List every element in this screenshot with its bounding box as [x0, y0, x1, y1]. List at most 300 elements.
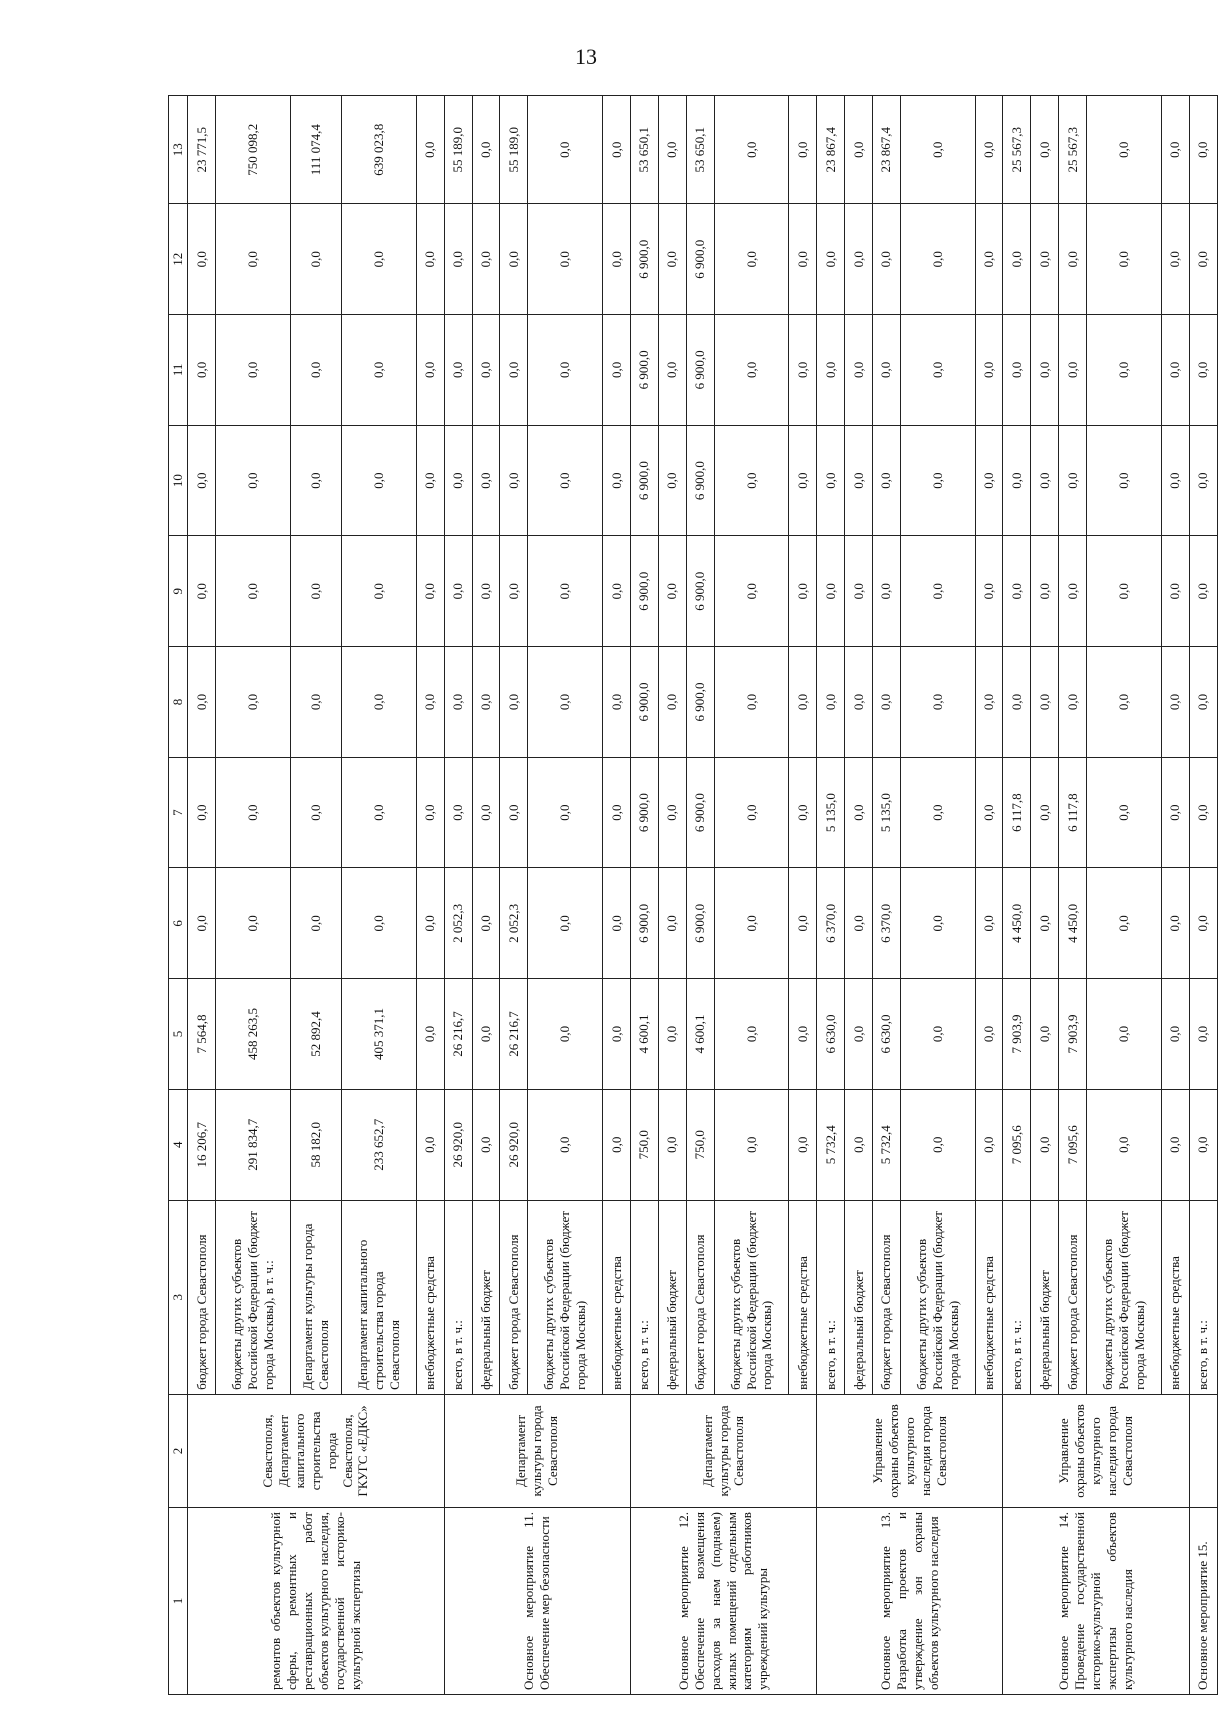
amount-cell: 5 732,4: [872, 1089, 900, 1200]
amount-cell: 0,0: [845, 425, 873, 536]
amount-cell: 0,0: [290, 647, 341, 758]
amount-cell: 0,0: [472, 647, 500, 758]
amount-cell: 0,0: [528, 647, 603, 758]
amount-cell: 2 052,3: [444, 868, 472, 979]
amount-cell: 0,0: [817, 647, 845, 758]
amount-cell: 0,0: [845, 868, 873, 979]
amount-cell: 0,0: [1087, 979, 1162, 1090]
amount-cell: 6 117,8: [1003, 757, 1031, 868]
amount-cell: 0,0: [789, 757, 817, 868]
table-row: [444, 96, 472, 1695]
amount-cell: 0,0: [215, 757, 290, 868]
amount-cell: 0,0: [416, 204, 444, 315]
amount-cell: 0,0: [472, 1089, 500, 1200]
amount-cell: 0,0: [872, 315, 900, 426]
amount-cell: 0,0: [789, 96, 817, 204]
amount-cell: 0,0: [603, 868, 631, 979]
activity-title-cell: Основное мероприятие 13. Разработка проектов и утверждение зон охраны объектов культурного наследия: [817, 1508, 1003, 1695]
amount-cell: 0,0: [500, 536, 528, 647]
amount-cell: 0,0: [341, 757, 416, 868]
amount-cell: 26 216,7: [500, 979, 528, 1090]
amount-cell: 0,0: [714, 868, 789, 979]
amount-cell: 6 900,0: [630, 868, 658, 979]
amount-cell: 0,0: [1189, 757, 1217, 868]
amount-cell: 0,0: [714, 204, 789, 315]
amount-cell: 0,0: [188, 647, 216, 758]
amount-cell: 0,0: [658, 536, 686, 647]
amount-cell: 0,0: [1161, 868, 1189, 979]
amount-cell: 0,0: [1087, 536, 1162, 647]
amount-cell: 0,0: [528, 868, 603, 979]
amount-cell: 0,0: [1087, 757, 1162, 868]
amount-cell: 0,0: [472, 425, 500, 536]
amount-cell: 111 074,4: [290, 96, 341, 204]
amount-cell: 0,0: [472, 757, 500, 868]
funding-source-cell: федеральный бюджет: [658, 1200, 686, 1394]
executor-cell: Севастополя, Департамент капитального строительства города Севастополя, ГКУГС «ЕДКС»: [188, 1394, 445, 1507]
amount-cell: 0,0: [500, 757, 528, 868]
amount-cell: 53 650,1: [630, 96, 658, 204]
amount-cell: 7 095,6: [1003, 1089, 1031, 1200]
amount-cell: 0,0: [714, 1089, 789, 1200]
amount-cell: 26 920,0: [500, 1089, 528, 1200]
amount-cell: 0,0: [603, 979, 631, 1090]
amount-cell: 750,0: [686, 1089, 714, 1200]
amount-cell: 6 900,0: [686, 868, 714, 979]
amount-cell: 0,0: [817, 425, 845, 536]
amount-cell: 6 900,0: [630, 315, 658, 426]
amount-cell: 6 630,0: [872, 979, 900, 1090]
amount-cell: 750 098,2: [215, 96, 290, 204]
amount-cell: 0,0: [975, 868, 1003, 979]
amount-cell: 0,0: [1031, 757, 1059, 868]
amount-cell: 5 732,4: [817, 1089, 845, 1200]
amount-cell: 0,0: [900, 425, 975, 536]
amount-cell: 0,0: [603, 647, 631, 758]
amount-cell: 0,0: [603, 536, 631, 647]
amount-cell: 25 567,3: [1003, 96, 1031, 204]
amount-cell: 0,0: [1059, 425, 1087, 536]
amount-cell: 23 771,5: [188, 96, 216, 204]
amount-cell: 0,0: [658, 757, 686, 868]
amount-cell: 23 867,4: [817, 96, 845, 204]
table-body: [188, 96, 1218, 1695]
amount-cell: 291 834,7: [215, 1089, 290, 1200]
col-header: 13: [169, 96, 188, 204]
funding-source-cell: внебюджетные средства: [1161, 1200, 1189, 1394]
amount-cell: 0,0: [1031, 425, 1059, 536]
amount-cell: 0,0: [603, 204, 631, 315]
amount-cell: 0,0: [1087, 96, 1162, 204]
amount-cell: 0,0: [188, 425, 216, 536]
amount-cell: 0,0: [416, 315, 444, 426]
amount-cell: 0,0: [1087, 315, 1162, 426]
funding-source-cell: внебюджетные средства: [975, 1200, 1003, 1394]
amount-cell: 6 630,0: [817, 979, 845, 1090]
amount-cell: 6 900,0: [630, 425, 658, 536]
amount-cell: 0,0: [714, 315, 789, 426]
amount-cell: 0,0: [603, 425, 631, 536]
amount-cell: 0,0: [1189, 315, 1217, 426]
amount-cell: 0,0: [416, 96, 444, 204]
amount-cell: 6 900,0: [630, 536, 658, 647]
amount-cell: 0,0: [472, 536, 500, 647]
amount-cell: 5 135,0: [872, 757, 900, 868]
amount-cell: 6 900,0: [630, 757, 658, 868]
amount-cell: 0,0: [215, 425, 290, 536]
amount-cell: 0,0: [444, 425, 472, 536]
amount-cell: 6 900,0: [686, 757, 714, 868]
amount-cell: 0,0: [1059, 315, 1087, 426]
amount-cell: 0,0: [528, 536, 603, 647]
amount-cell: 0,0: [1189, 536, 1217, 647]
col-header: 8: [169, 647, 188, 758]
amount-cell: 0,0: [845, 96, 873, 204]
amount-cell: 0,0: [603, 757, 631, 868]
table-row: [188, 96, 216, 1695]
executor-cell: Управление охраны объектов культурного наследия города Севастополя: [817, 1394, 1003, 1507]
funding-source-cell: бюджеты других субъектов Российской Федерации (бюджет города Москвы): [714, 1200, 789, 1394]
amount-cell: 0,0: [1189, 868, 1217, 979]
amount-cell: 0,0: [1031, 536, 1059, 647]
amount-cell: 0,0: [1189, 425, 1217, 536]
funding-source-cell: всего, в т. ч.:: [444, 1200, 472, 1394]
amount-cell: 0,0: [188, 204, 216, 315]
amount-cell: 0,0: [528, 425, 603, 536]
amount-cell: 6 900,0: [686, 536, 714, 647]
amount-cell: 26 920,0: [444, 1089, 472, 1200]
amount-cell: 0,0: [845, 757, 873, 868]
amount-cell: 0,0: [900, 96, 975, 204]
amount-cell: 2 052,3: [500, 868, 528, 979]
amount-cell: 0,0: [341, 204, 416, 315]
amount-cell: 55 189,0: [444, 96, 472, 204]
amount-cell: 0,0: [789, 647, 817, 758]
activity-title-cell: Основное мероприятие 11. Обеспечение мер безопасности: [444, 1508, 630, 1695]
amount-cell: 0,0: [975, 315, 1003, 426]
amount-cell: 0,0: [817, 536, 845, 647]
amount-cell: 4 600,1: [630, 979, 658, 1090]
amount-cell: 0,0: [975, 647, 1003, 758]
funding-source-cell: федеральный бюджет: [472, 1200, 500, 1394]
amount-cell: 0,0: [789, 425, 817, 536]
amount-cell: 7 903,9: [1059, 979, 1087, 1090]
amount-cell: 405 371,1: [341, 979, 416, 1090]
amount-cell: 0,0: [1189, 1089, 1217, 1200]
amount-cell: 0,0: [1031, 979, 1059, 1090]
funding-source-cell: бюджет города Севастополя: [500, 1200, 528, 1394]
amount-cell: 0,0: [341, 536, 416, 647]
amount-cell: 0,0: [1003, 647, 1031, 758]
amount-cell: 0,0: [500, 315, 528, 426]
amount-cell: 0,0: [290, 204, 341, 315]
amount-cell: 0,0: [416, 536, 444, 647]
amount-cell: 0,0: [416, 1089, 444, 1200]
amount-cell: 0,0: [444, 536, 472, 647]
amount-cell: 0,0: [789, 536, 817, 647]
amount-cell: 0,0: [1031, 315, 1059, 426]
amount-cell: 0,0: [845, 1089, 873, 1200]
budget-table: [168, 95, 1218, 1695]
amount-cell: 0,0: [658, 1089, 686, 1200]
amount-cell: 0,0: [658, 647, 686, 758]
amount-cell: 0,0: [1161, 979, 1189, 1090]
amount-cell: 6 900,0: [686, 315, 714, 426]
funding-source-cell: всего, в т. ч.:: [1003, 1200, 1031, 1394]
funding-source-cell: внебюджетные средства: [789, 1200, 817, 1394]
amount-cell: 0,0: [528, 1089, 603, 1200]
amount-cell: 0,0: [1003, 536, 1031, 647]
amount-cell: 0,0: [416, 868, 444, 979]
amount-cell: 0,0: [341, 425, 416, 536]
amount-cell: 0,0: [603, 315, 631, 426]
amount-cell: 0,0: [215, 315, 290, 426]
amount-cell: 0,0: [500, 425, 528, 536]
executor-cell: [1189, 1394, 1217, 1507]
amount-cell: 0,0: [416, 979, 444, 1090]
activity-title-cell: Основное мероприятие 15.: [1189, 1508, 1217, 1695]
amount-cell: 0,0: [900, 979, 975, 1090]
amount-cell: 0,0: [1031, 647, 1059, 758]
amount-cell: 0,0: [975, 1089, 1003, 1200]
amount-cell: 0,0: [845, 204, 873, 315]
amount-cell: 0,0: [789, 315, 817, 426]
amount-cell: 0,0: [444, 204, 472, 315]
amount-cell: 0,0: [444, 757, 472, 868]
amount-cell: 0,0: [1087, 425, 1162, 536]
amount-cell: 0,0: [658, 425, 686, 536]
funding-source-cell: бюджеты других субъектов Российской Федерации (бюджет города Москвы): [900, 1200, 975, 1394]
amount-cell: 0,0: [444, 315, 472, 426]
amount-cell: 0,0: [603, 96, 631, 204]
amount-cell: 0,0: [500, 647, 528, 758]
amount-cell: 0,0: [872, 647, 900, 758]
amount-cell: 0,0: [1003, 315, 1031, 426]
executor-cell: Департамент культуры города Севастополя: [444, 1394, 630, 1507]
col-header: 1: [169, 1508, 188, 1695]
amount-cell: 0,0: [1161, 757, 1189, 868]
funding-source-cell: бюджет города Севастополя: [188, 1200, 216, 1394]
amount-cell: 0,0: [1031, 96, 1059, 204]
amount-cell: 0,0: [472, 204, 500, 315]
amount-cell: 0,0: [1087, 868, 1162, 979]
amount-cell: 0,0: [845, 647, 873, 758]
col-header: 7: [169, 757, 188, 868]
amount-cell: 0,0: [500, 204, 528, 315]
amount-cell: 0,0: [1087, 647, 1162, 758]
funding-source-cell: бюджет города Севастополя: [686, 1200, 714, 1394]
amount-cell: 0,0: [215, 647, 290, 758]
amount-cell: 0,0: [872, 425, 900, 536]
amount-cell: 0,0: [472, 315, 500, 426]
table-header: [169, 96, 188, 1695]
executor-cell: Департамент культуры города Севастополя: [630, 1394, 816, 1507]
amount-cell: 0,0: [215, 868, 290, 979]
amount-cell: 0,0: [1189, 96, 1217, 204]
amount-cell: 0,0: [975, 757, 1003, 868]
amount-cell: 6 900,0: [630, 204, 658, 315]
amount-cell: 0,0: [975, 536, 1003, 647]
amount-cell: 0,0: [1189, 204, 1217, 315]
amount-cell: 7 095,6: [1059, 1089, 1087, 1200]
column-numbers-row: [169, 96, 188, 1695]
funding-source-cell: Департамент культуры города Севастополя: [290, 1200, 341, 1394]
amount-cell: 0,0: [1189, 979, 1217, 1090]
executor-cell: Управление охраны объектов культурного наследия города Севастополя: [1003, 1394, 1189, 1507]
amount-cell: 0,0: [714, 979, 789, 1090]
amount-cell: 639 023,8: [341, 96, 416, 204]
amount-cell: 0,0: [658, 315, 686, 426]
activity-title-cell: ремонтов объектов культурной сферы, ремонтных и реставрационных работ объектов культурного наследия, государственной историко-культурной экспертизы: [188, 1508, 445, 1695]
amount-cell: 0,0: [444, 647, 472, 758]
amount-cell: 0,0: [1161, 96, 1189, 204]
amount-cell: 0,0: [1059, 204, 1087, 315]
amount-cell: 0,0: [290, 757, 341, 868]
amount-cell: 7 903,9: [1003, 979, 1031, 1090]
amount-cell: 0,0: [528, 315, 603, 426]
amount-cell: 0,0: [472, 868, 500, 979]
amount-cell: 0,0: [290, 868, 341, 979]
amount-cell: 0,0: [290, 425, 341, 536]
amount-cell: 0,0: [789, 204, 817, 315]
table-row: [817, 96, 845, 1695]
amount-cell: 0,0: [290, 315, 341, 426]
amount-cell: 0,0: [900, 868, 975, 979]
funding-source-cell: внебюджетные средства: [416, 1200, 444, 1394]
amount-cell: 0,0: [714, 425, 789, 536]
rotated-table-wrapper: [168, 95, 1218, 1695]
amount-cell: 0,0: [872, 536, 900, 647]
funding-source-cell: всего, в т. ч.:: [1189, 1200, 1217, 1394]
amount-cell: 4 450,0: [1059, 868, 1087, 979]
funding-source-cell: Департамент капитального строительства города Севастополя: [341, 1200, 416, 1394]
amount-cell: 0,0: [188, 757, 216, 868]
amount-cell: 0,0: [975, 425, 1003, 536]
amount-cell: 0,0: [1189, 647, 1217, 758]
amount-cell: 0,0: [658, 204, 686, 315]
amount-cell: 750,0: [630, 1089, 658, 1200]
amount-cell: 52 892,4: [290, 979, 341, 1090]
amount-cell: 0,0: [1059, 647, 1087, 758]
activity-title-cell: Основное мероприятие 12. Обеспечение возмещения расходов за наем (поднаем) жилых помещений отдельным категориям работников учреждений культуры: [630, 1508, 816, 1695]
amount-cell: 0,0: [789, 868, 817, 979]
amount-cell: 0,0: [817, 315, 845, 426]
amount-cell: 26 216,7: [444, 979, 472, 1090]
col-header: 11: [169, 315, 188, 426]
amount-cell: 0,0: [1031, 868, 1059, 979]
amount-cell: 55 189,0: [500, 96, 528, 204]
amount-cell: 0,0: [872, 204, 900, 315]
amount-cell: 0,0: [975, 204, 1003, 315]
amount-cell: 0,0: [188, 868, 216, 979]
amount-cell: 0,0: [714, 96, 789, 204]
amount-cell: 0,0: [1031, 1089, 1059, 1200]
amount-cell: 0,0: [714, 536, 789, 647]
amount-cell: 0,0: [1059, 536, 1087, 647]
amount-cell: 0,0: [1161, 647, 1189, 758]
amount-cell: 0,0: [658, 979, 686, 1090]
amount-cell: 23 867,4: [872, 96, 900, 204]
funding-source-cell: всего, в т. ч.:: [817, 1200, 845, 1394]
amount-cell: 0,0: [900, 536, 975, 647]
funding-source-cell: всего, в т. ч.:: [630, 1200, 658, 1394]
col-header: 5: [169, 979, 188, 1090]
col-header: 3: [169, 1200, 188, 1394]
funding-source-cell: бюджет города Севастополя: [872, 1200, 900, 1394]
amount-cell: 6 370,0: [872, 868, 900, 979]
amount-cell: 0,0: [817, 204, 845, 315]
amount-cell: 4 450,0: [1003, 868, 1031, 979]
table-row: [630, 96, 658, 1695]
amount-cell: 0,0: [472, 979, 500, 1090]
amount-cell: 0,0: [416, 757, 444, 868]
funding-source-cell: федеральный бюджет: [845, 1200, 873, 1394]
amount-cell: 7 564,8: [188, 979, 216, 1090]
amount-cell: 0,0: [1003, 204, 1031, 315]
amount-cell: 0,0: [528, 204, 603, 315]
amount-cell: 6 117,8: [1059, 757, 1087, 868]
amount-cell: 0,0: [188, 315, 216, 426]
amount-cell: 0,0: [845, 979, 873, 1090]
page-number: 13: [575, 44, 597, 69]
amount-cell: 0,0: [975, 96, 1003, 204]
funding-source-cell: бюджет города Севастополя: [1059, 1200, 1087, 1394]
amount-cell: 0,0: [1087, 204, 1162, 315]
col-header: 10: [169, 425, 188, 536]
amount-cell: 0,0: [215, 536, 290, 647]
amount-cell: 6 900,0: [686, 204, 714, 315]
amount-cell: 0,0: [845, 536, 873, 647]
amount-cell: 0,0: [1161, 315, 1189, 426]
amount-cell: 0,0: [416, 425, 444, 536]
amount-cell: 0,0: [1161, 204, 1189, 315]
amount-cell: 0,0: [341, 647, 416, 758]
amount-cell: 6 900,0: [686, 425, 714, 536]
amount-cell: 0,0: [528, 757, 603, 868]
funding-source-cell: бюджеты других субъектов Российской Федерации (бюджет города Москвы): [528, 1200, 603, 1394]
amount-cell: 0,0: [658, 868, 686, 979]
amount-cell: 53 650,1: [686, 96, 714, 204]
table-row: [1003, 96, 1031, 1695]
col-header: 9: [169, 536, 188, 647]
amount-cell: 0,0: [1087, 1089, 1162, 1200]
activity-title-cell: Основное мероприятие 14. Проведение государственной историко-культурной экспертизы объектов культурного наследия: [1003, 1508, 1189, 1695]
amount-cell: 0,0: [900, 647, 975, 758]
amount-cell: 0,0: [900, 204, 975, 315]
amount-cell: 5 135,0: [817, 757, 845, 868]
amount-cell: 0,0: [290, 536, 341, 647]
amount-cell: 6 900,0: [686, 647, 714, 758]
amount-cell: 0,0: [789, 979, 817, 1090]
amount-cell: 58 182,0: [290, 1089, 341, 1200]
amount-cell: 0,0: [188, 536, 216, 647]
amount-cell: 0,0: [714, 647, 789, 758]
col-header: 12: [169, 204, 188, 315]
amount-cell: 0,0: [1161, 1089, 1189, 1200]
amount-cell: 233 652,7: [341, 1089, 416, 1200]
amount-cell: 0,0: [416, 647, 444, 758]
amount-cell: 0,0: [472, 96, 500, 204]
amount-cell: 0,0: [714, 757, 789, 868]
amount-cell: 4 600,1: [686, 979, 714, 1090]
amount-cell: 0,0: [845, 315, 873, 426]
amount-cell: 0,0: [1003, 425, 1031, 536]
amount-cell: 0,0: [900, 315, 975, 426]
funding-source-cell: бюджеты других субъектов Российской Федерации (бюджет города Москвы), в т. ч.:: [215, 1200, 290, 1394]
col-header: 2: [169, 1394, 188, 1507]
amount-cell: 0,0: [215, 204, 290, 315]
amount-cell: 0,0: [900, 1089, 975, 1200]
